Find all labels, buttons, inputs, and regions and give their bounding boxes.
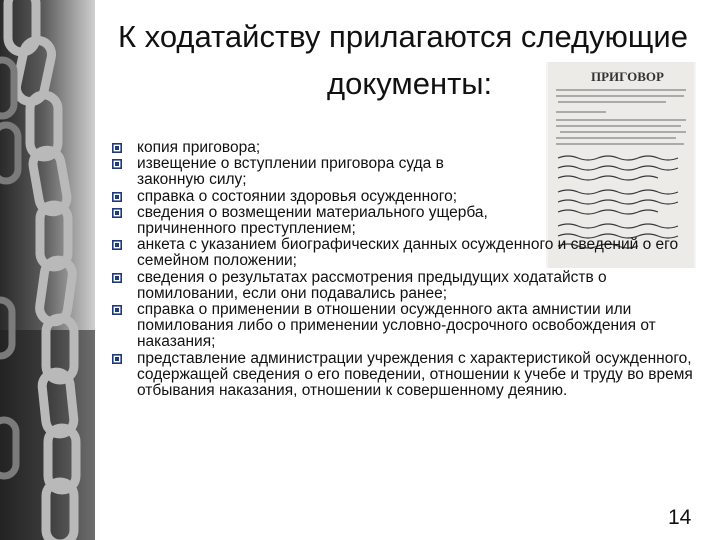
list-item (112, 270, 702, 302)
checkbox-bullet-icon (112, 273, 122, 283)
list-item (112, 302, 702, 351)
list-item (112, 140, 702, 156)
checkbox-bullet-icon (112, 240, 122, 250)
title-line-1: К ходатайству прилагаются следующие (118, 19, 688, 54)
checkbox-bullet-icon (112, 143, 122, 153)
list-item (112, 189, 702, 205)
verdict-header: ПРИГОВОР (591, 69, 664, 84)
list-item-text: копия приговора; (137, 139, 261, 156)
list-item-text: представление администрации учреждения с характеристикой осужденного, содержащей сведения о его поведении, отношении к учебе и труду во время отбывания наказания, отношении к совершенному деянию. (137, 349, 693, 400)
title-line-2: документы: (327, 66, 493, 101)
list-item-text: справка о применении в отношении осужденного акта амнистии или помилования либо о применении условно-досрочного освобождения от наказания; (137, 301, 656, 351)
list-item (112, 156, 702, 188)
checkbox-bullet-icon (112, 159, 122, 169)
list-item (112, 237, 702, 269)
list-item-text: извещение о вступлении приговора суда в законную силу; (137, 155, 444, 189)
list-item-text: анкета с указанием биографических данных осужденного и сведений о его семейном положении; (137, 236, 679, 270)
checkbox-bullet-icon (112, 354, 122, 364)
documents-list (112, 140, 702, 399)
checkbox-bullet-icon (112, 192, 122, 202)
checkbox-bullet-icon (112, 305, 122, 315)
chains-background-image (0, 0, 95, 540)
list-item (112, 205, 702, 237)
checkbox-bullet-icon (112, 208, 122, 218)
page-number: 14 (668, 506, 692, 529)
list-item-text: сведения о результатах рассмотрения предыдущих ходатайств о помиловании, если они подавались ранее; (137, 268, 607, 302)
list-item-text: справка о состоянии здоровья осужденного; (137, 187, 457, 205)
list-item (112, 351, 702, 400)
list-item-text: сведения о возмещении материального ущерба, причиненного преступлением; (137, 203, 488, 238)
